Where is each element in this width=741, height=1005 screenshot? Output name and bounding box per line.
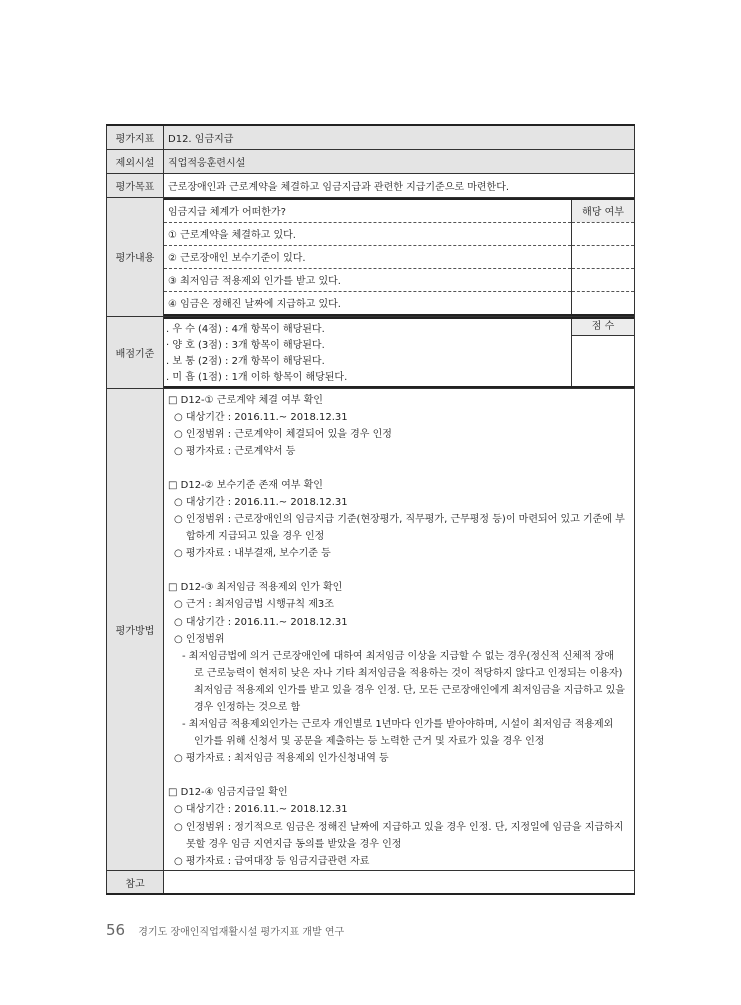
criteria-table <box>164 317 634 388</box>
method-line: ○ 평가자료 : 내부결재, 보수기준 등 <box>174 548 331 560</box>
reference-label: 참고 <box>107 870 164 894</box>
method-label: 평가방법 <box>107 388 164 870</box>
score-cell <box>572 318 635 387</box>
method-line: ○ 대상기간 : 2016.11.~ 2018.12.31 <box>174 616 348 628</box>
content-label: 평가내용 <box>107 197 164 316</box>
criteria-item: · 양 호 (3점) : 3개 항목이 해당된다. <box>166 339 325 351</box>
method-line: 합하게 지급되고 있을 경우 인정 <box>186 531 325 543</box>
score-header: 점 수 <box>572 319 634 336</box>
applies-cell <box>572 222 635 245</box>
content-item: ② 근로장애인 보수기준이 있다. <box>164 245 572 268</box>
criteria-cell <box>164 316 635 388</box>
goal-value: 근로장애인과 근로계약을 체결하고 임금지급과 관련한 지급기준으로 마련한다. <box>164 173 635 197</box>
method-line: ○ 대상기간 : 2016.11.~ 2018.12.31 <box>174 411 348 423</box>
indicator-value: D12. 임금지급 <box>164 125 635 149</box>
criteria-item: . 우 수 (4점) : 4개 항목이 해당된다. <box>166 323 325 335</box>
content-item: ① 근로계약을 체결하고 있다. <box>164 222 572 245</box>
criteria-item: . 보 통 (2점) : 2개 항목이 해당된다. <box>166 355 325 367</box>
method-line: ○ 인정범위 : 정기적으로 임금은 정해진 날짜에 지급하고 있을 경우 인정. 단, 지정일에 임금을 지급하지 <box>174 821 624 833</box>
applies-cell <box>572 268 635 291</box>
method-detail: 경우 인정하는 것으로 함 <box>194 702 301 713</box>
method-line: ○ 평가자료 : 최저임금 적용제외 인가신청내역 등 <box>174 753 389 765</box>
method-detail: 로 근로능력이 현저히 낮은 자나 기타 최저임금을 적용하는 것이 적당하지 않다고 인정되는 이용자) <box>194 667 623 679</box>
goal-label: 평가목표 <box>107 173 164 197</box>
method-line: 못할 경우 임금 지연지급 동의를 받았을 경우 인정 <box>186 838 402 850</box>
applies-header: 해당 여부 <box>572 199 635 223</box>
content-question: 임금지급 체계가 어떠한가? <box>164 199 572 223</box>
criteria-label: 배점기준 <box>107 316 164 388</box>
page-number: 56 <box>106 921 126 939</box>
content-item: ③ 최저임금 적용제외 인가를 받고 있다. <box>164 268 572 291</box>
method-line: ○ 대상기간 : 2016.11.~ 2018.12.31 <box>174 804 348 816</box>
method-line: ○ 대상기간 : 2016.11.~ 2018.12.31 <box>174 496 348 508</box>
section-title: □ D12-② 보수기준 존재 여부 확인 <box>168 479 323 491</box>
method-line: ○ 인정범위 <box>174 633 225 645</box>
method-line: ○ 평가자료 : 급여대장 등 임금지급관련 자료 <box>174 855 370 867</box>
facility-label: 제외시설 <box>107 149 164 173</box>
method-detail: 인가를 위해 신청서 및 공문을 제출하는 등 노력한 근거 및 자료가 있을 경우 인정 <box>194 736 545 748</box>
criteria-lines <box>164 318 572 387</box>
method-line: ○ 인정범위 : 근로장애인의 임금지급 기준(현장평가, 직무평가, 근무평정 등)이 마련되어 있고 기준에 부 <box>174 514 625 526</box>
method-line: ○ 근거 : 최저임금법 시행규칙 제3조 <box>174 599 334 611</box>
section-title: □ D12-③ 최저임금 적용제외 인가 확인 <box>168 582 343 594</box>
content-cell <box>164 197 635 316</box>
content-item: ④ 임금은 정해진 날짜에 지급하고 있다. <box>164 291 572 315</box>
section-title: □ D12-④ 임금지급일 확인 <box>168 787 288 799</box>
method-detail: - 최저임금 적용제외인가는 근로자 개인별로 1년마다 인가를 받아야하며, 시설이 최저임금 적용제외 <box>182 719 614 731</box>
reference-value <box>164 870 635 894</box>
footer-title: 경기도 장애인직업재활시설 평가지표 개발 연구 <box>138 927 345 938</box>
method-line: ○ 인정범위 : 근로계약이 체결되어 있을 경우 인정 <box>174 428 392 440</box>
method-cell <box>164 388 635 870</box>
evaluation-table <box>106 124 635 895</box>
page-footer <box>106 921 344 939</box>
indicator-label: 평가지표 <box>107 125 164 149</box>
method-detail: - 최저임금법에 의거 근로장애인에 대하여 최저임금 이상을 지급할 수 없는 경우(정신적 신체적 장애 <box>182 650 615 662</box>
applies-cell <box>572 291 635 315</box>
applies-cell <box>572 245 635 268</box>
method-line: ○ 평가자료 : 근로계약서 등 <box>174 445 296 457</box>
content-checklist <box>164 198 634 316</box>
facility-value: 직업적응훈련시설 <box>164 149 635 173</box>
section-title: □ D12-① 근로계약 체결 여부 확인 <box>168 394 323 406</box>
method-detail: 최저임금 적용제외 인가를 받고 있을 경우 인정. 단, 모든 근로장애인에게 최저임금을 지급하고 있을 <box>194 684 625 696</box>
criteria-item: . 미 흡 (1점) : 1개 이하 항목이 해당된다. <box>166 371 348 383</box>
